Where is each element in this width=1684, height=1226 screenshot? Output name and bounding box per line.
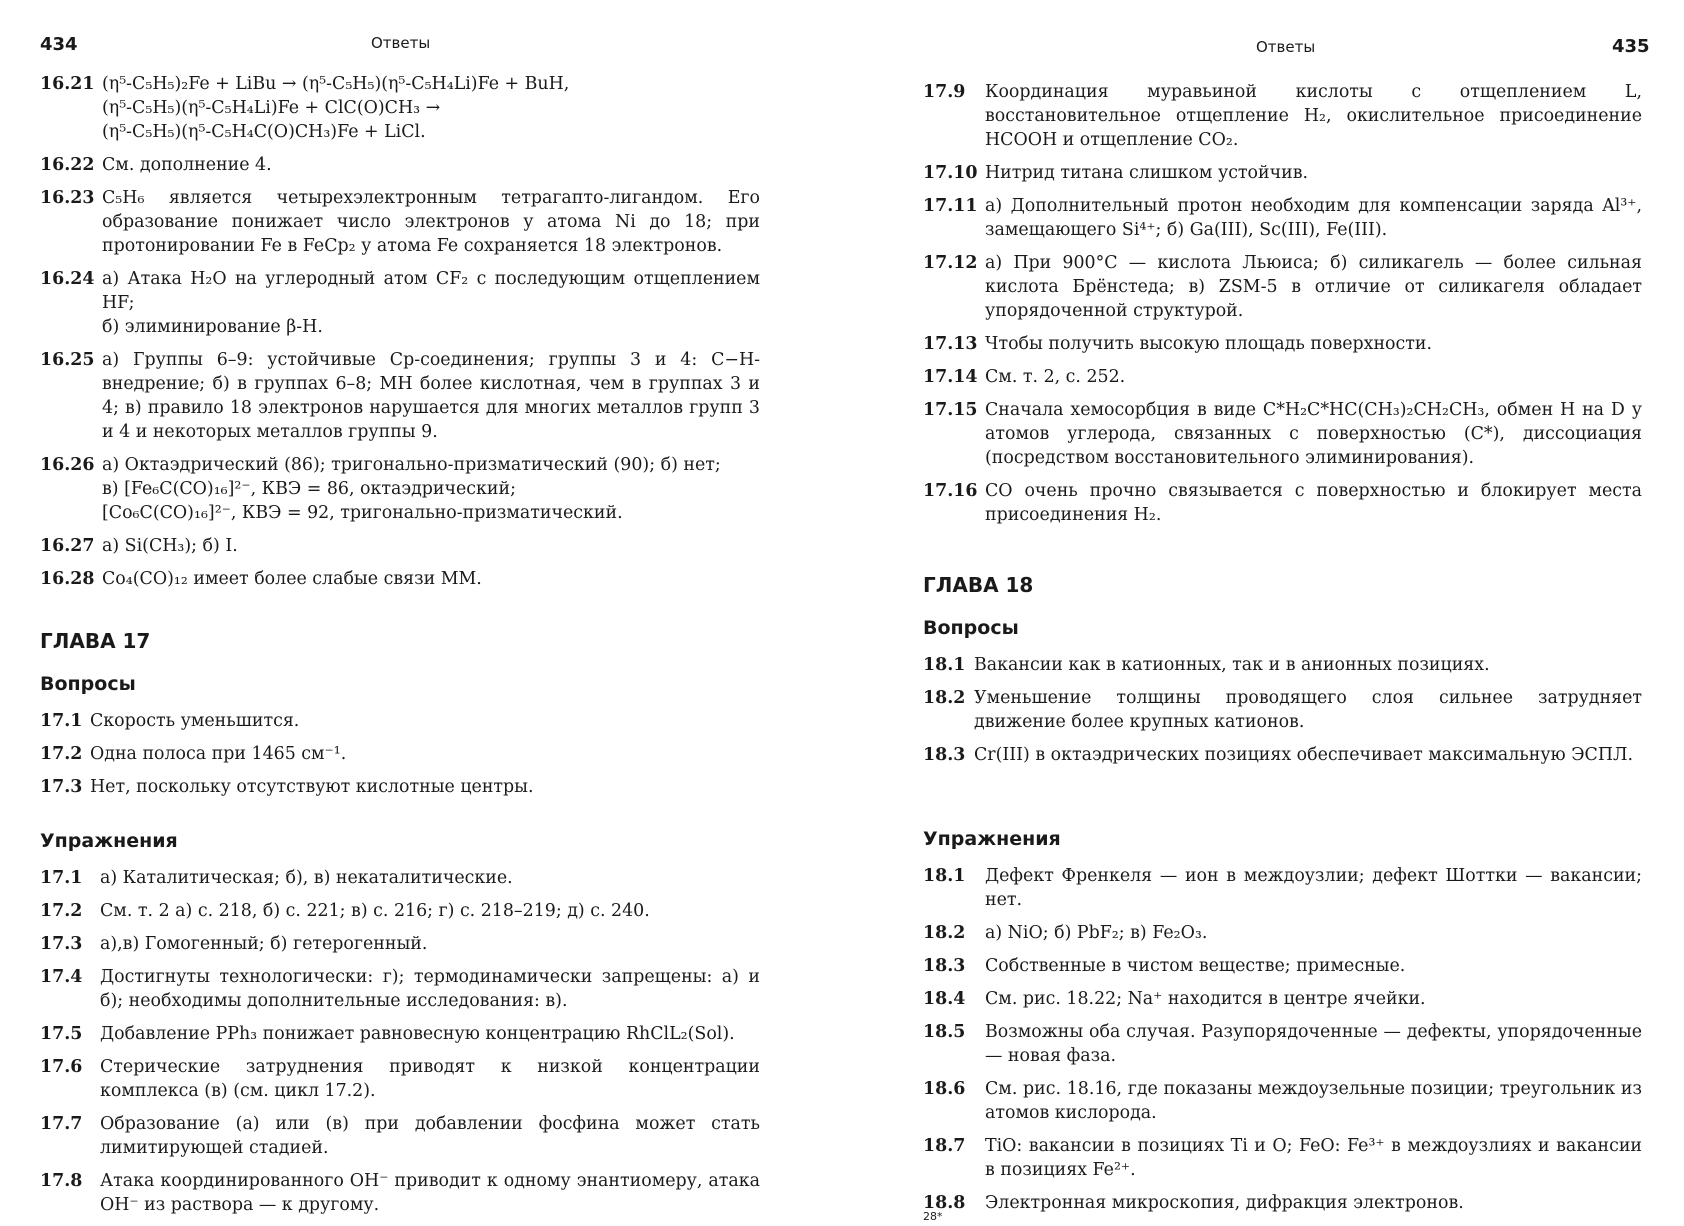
answer-item <box>923 1020 1642 1068</box>
exercises-17-continued <box>923 80 1642 527</box>
answer-number: 17.12 <box>923 253 978 273</box>
answers-16 <box>40 72 760 591</box>
answer-line: (η⁵-C₅H₅)(η⁵-C₅H₄C(O)CH₃)Fe + LiCl. <box>102 122 426 142</box>
answer-text: Вакансии как в катионных, так и в анионных позициях. <box>974 655 1490 675</box>
answer-text: См. т. 2, с. 252. <box>985 367 1126 387</box>
answer-item <box>923 365 1642 389</box>
answer-number: 16.28 <box>40 569 95 589</box>
answer-number: 16.26 <box>40 455 95 475</box>
answer-text: а) Дополнительный протон необходим для компенсации заряда Al³⁺, замещающего Si⁴⁺; б) Ga(III), Sc(III), Fe(III). <box>985 196 1642 240</box>
answer-number: 17.16 <box>923 481 978 501</box>
answer-item <box>923 251 1642 323</box>
answer-item <box>40 153 760 177</box>
answer-item <box>923 653 1642 677</box>
answer-text: См. рис. 18.22; Na⁺ находится в центре ячейки. <box>985 989 1426 1009</box>
page-number: 435 <box>1612 36 1650 57</box>
section-title-exercises: Упражнения <box>40 830 178 852</box>
answer-text: Стерические затруднения приводят к низкой концентрации комплекса (в) (см. цикл 17.2). <box>100 1057 760 1101</box>
questions-18 <box>923 653 1642 767</box>
answer-number: 18.7 <box>923 1136 966 1156</box>
answer-item <box>40 775 760 799</box>
answer-text: а) Каталитическая; б), в) некаталитические. <box>100 868 513 888</box>
answer-number: 18.3 <box>923 745 966 765</box>
answer-text: TiO: вакансии в позициях Ti и O; FeO: Fe³⁺ в междоузлиях и вакансии в позициях Fe²⁺. <box>985 1136 1642 1180</box>
page-number: 434 <box>40 34 78 55</box>
answer-text: а) NiO; б) PbF₂; в) Fe₂O₃. <box>985 923 1208 943</box>
answer-number: 16.25 <box>40 350 95 370</box>
answer-item <box>40 1112 760 1160</box>
answer-number: 18.2 <box>923 688 966 708</box>
page-content <box>923 80 1642 1224</box>
answer-item <box>923 398 1642 470</box>
answer-item <box>40 709 760 733</box>
answer-text <box>102 267 760 339</box>
answer-line: а) Атака H₂O на углеродный атом CF₂ с последующим отщеплением HF; <box>102 269 760 313</box>
exercises-18 <box>923 864 1642 1215</box>
answer-text: C₅H₆ является четырехэлектронным тетрагапто-лигандом. Его образование понижает число электронов у атома Ni до 18; при протонировании Fe в FeCp₂ у атома Fe сохраняется 18 электронов. <box>102 188 760 256</box>
answer-number: 17.9 <box>923 82 966 102</box>
answer-number: 17.3 <box>40 777 83 797</box>
answer-text: См. т. 2 а) с. 218, б) с. 221; в) с. 216; г) с. 218–219; д) с. 240. <box>100 901 650 921</box>
answer-item <box>40 1169 760 1217</box>
section-title-questions: Вопросы <box>923 617 1019 639</box>
answer-item <box>40 899 760 923</box>
answer-text: а) При 900°C — кислота Льюиса; б) силикагель — более сильная кислота Брёнстеда; в) ZSM-5 в отличие от силикагеля обладает упорядоченной структурой. <box>985 253 1642 321</box>
answer-number: 17.2 <box>40 901 83 921</box>
answer-number: 18.5 <box>923 1022 966 1042</box>
answer-line: а) Октаэдрический (86); тригонально-призматический (90); б) нет; <box>102 455 721 475</box>
answer-item <box>40 1022 760 1046</box>
answer-number: 16.22 <box>40 155 95 175</box>
answer-text: Образование (а) или (в) при добавлении фосфина может стать лимитирующей стадией. <box>100 1114 760 1158</box>
answer-item <box>923 743 1642 767</box>
answer-number: 17.15 <box>923 400 978 420</box>
answer-text: Чтобы получить высокую площадь поверхности. <box>985 334 1433 354</box>
answer-line: в) [Fe₆C(CO)₁₆]²⁻, КВЭ = 86, октаэдрический; <box>102 479 516 499</box>
right-page <box>842 0 1684 1224</box>
answer-number: 16.23 <box>40 188 95 208</box>
answer-item <box>923 194 1642 242</box>
answer-item <box>40 932 760 956</box>
answer-text: Co₄(CO)₁₂ имеет более слабые связи MM. <box>102 569 482 589</box>
answer-number: 17.8 <box>40 1171 83 1191</box>
answer-item <box>40 534 760 558</box>
answer-text: а) Si(CH₃); б) I. <box>102 536 238 556</box>
answer-text: Одна полоса при 1465 см⁻¹. <box>90 744 347 764</box>
answer-number: 18.6 <box>923 1079 966 1099</box>
answer-number: 18.3 <box>923 956 966 976</box>
answer-text: Собственные в чистом веществе; примесные. <box>985 956 1406 976</box>
answer-item <box>40 742 760 766</box>
answer-item <box>923 479 1642 527</box>
answer-text: Координация муравьиной кислоты с отщеплением L, восстановительное отщепление H₂, окислительное присоединение HCOOH и отщепление CO₂. <box>985 82 1642 150</box>
answer-item <box>923 987 1642 1011</box>
left-page <box>0 0 842 1224</box>
answer-text: Электронная микроскопия, дифракция электронов. <box>985 1193 1464 1213</box>
answer-text <box>102 72 760 144</box>
answer-line: [Co₆C(CO)₁₆]²⁻, КВЭ = 92, тригонально-призматический. <box>102 503 623 523</box>
answer-item <box>923 921 1642 945</box>
answer-number: 17.10 <box>923 163 978 183</box>
answer-number: 17.2 <box>40 744 83 764</box>
answer-item <box>40 453 760 525</box>
chapter-title: ГЛАВА 17 <box>40 629 151 653</box>
answer-number: 16.27 <box>40 536 95 556</box>
answer-number: 16.24 <box>40 269 95 289</box>
answer-number: 17.13 <box>923 334 978 354</box>
answer-text: Дефект Френкеля — ион в междоузлии; дефект Шоттки — вакансии; нет. <box>985 866 1642 910</box>
answer-text: а),в) Гомогенный; б) гетерогенный. <box>100 934 428 954</box>
answer-number: 17.3 <box>40 934 83 954</box>
answer-number: 16.21 <box>40 74 95 94</box>
answer-item <box>923 161 1642 185</box>
answer-number: 17.1 <box>40 711 83 731</box>
answer-item <box>40 1055 760 1103</box>
answer-item <box>923 1077 1642 1125</box>
questions-17 <box>40 709 760 799</box>
section-title-questions: Вопросы <box>40 673 136 695</box>
answer-number: 18.1 <box>923 655 966 675</box>
answer-text: Скорость уменьшится. <box>90 711 300 731</box>
running-title: Ответы <box>371 34 431 52</box>
answer-text: CO очень прочно связывается с поверхностью и блокирует места присоединения H₂. <box>985 481 1642 525</box>
answer-line: (η⁵-C₅H₅)₂Fe + LiBu → (η⁵-C₅H₅)(η⁵-C₅H₄Li)Fe + BuH, <box>102 74 570 94</box>
answer-item <box>40 72 760 144</box>
answer-text: Возможны оба случая. Разупорядоченные — дефекты, упорядоченные — новая фаза. <box>985 1022 1642 1066</box>
answer-line: б) элиминирование β-H. <box>102 317 323 337</box>
answer-text: Сначала хемосорбция в виде C*H₂C*HC(CH₃)₂CH₂CH₃, обмен H на D у атомов углерода, связанных с поверхностью (C*), диссоциация (посредством восстановительного элиминирования). <box>985 400 1642 468</box>
answer-line: (η⁵-C₅H₅)(η⁵-C₅H₄Li)Fe + ClC(O)CH₃ → <box>102 98 441 118</box>
answer-number: 17.14 <box>923 367 978 387</box>
answer-number: 17.7 <box>40 1114 83 1134</box>
answer-text: Уменьшение толщины проводящего слоя сильнее затрудняет движение более крупных катионов. <box>974 688 1642 732</box>
answer-item <box>923 1191 1642 1215</box>
answer-text: Cr(III) в октаэдрических позициях обеспечивает максимальную ЭСПЛ. <box>974 745 1634 765</box>
answer-item <box>40 866 760 890</box>
answer-text <box>102 453 760 525</box>
answer-item <box>40 567 760 591</box>
answer-item <box>40 965 760 1013</box>
answer-item <box>923 80 1642 152</box>
answer-text: См. рис. 18.16, где показаны междоузельные позиции; треугольник из атомов кислорода. <box>985 1079 1642 1123</box>
answer-item <box>923 332 1642 356</box>
answer-number: 17.1 <box>40 868 83 888</box>
answer-item <box>923 686 1642 734</box>
answer-number: 17.11 <box>923 196 978 216</box>
answer-item <box>40 267 760 339</box>
answer-text: а) Группы 6–9: устойчивые Cp-соединения; группы 3 и 4: C−H-внедрение; б) в группах 6–8; MH более кислотная, чем в группах 3 и 4; в) правило 18 электронов нарушается для многих металлов групп 3 и 4 и некоторых металлов группы 9. <box>102 350 760 442</box>
answer-item <box>923 1134 1642 1182</box>
section-title-exercises: Упражнения <box>923 828 1061 850</box>
answer-number: 18.2 <box>923 923 966 943</box>
answer-number: 18.8 <box>923 1193 966 1213</box>
answer-item <box>923 954 1642 978</box>
chapter-title: ГЛАВА 18 <box>923 573 1034 597</box>
answer-item <box>40 348 760 444</box>
answer-item <box>40 186 760 258</box>
answer-number: 18.4 <box>923 989 966 1009</box>
answer-number: 17.4 <box>40 967 83 987</box>
answer-text: Атака координированного OH⁻ приводит к одному энантиомеру, атака OH⁻ из раствора — к другому. <box>100 1171 760 1215</box>
page-content <box>40 72 760 1226</box>
answer-text: Добавление PPh₃ понижает равновесную концентрацию RhClL₂(Sol). <box>100 1024 735 1044</box>
answer-text: Нитрид титана слишком устойчив. <box>985 163 1309 183</box>
answer-text: Нет, поскольку отсутствуют кислотные центры. <box>90 777 534 797</box>
answer-text: См. дополнение 4. <box>102 155 272 175</box>
answer-text: Достигнуты технологически: г); термодинамически запрещены: а) и б); необходимы дополнительные исследования: в). <box>100 967 760 1011</box>
answer-number: 17.5 <box>40 1024 83 1044</box>
exercises-17 <box>40 866 760 1217</box>
running-title: Ответы <box>1256 38 1316 56</box>
answer-item <box>923 864 1642 912</box>
answer-number: 17.6 <box>40 1057 83 1077</box>
signature-mark: 28* <box>923 1210 943 1223</box>
answer-number: 18.1 <box>923 866 966 886</box>
